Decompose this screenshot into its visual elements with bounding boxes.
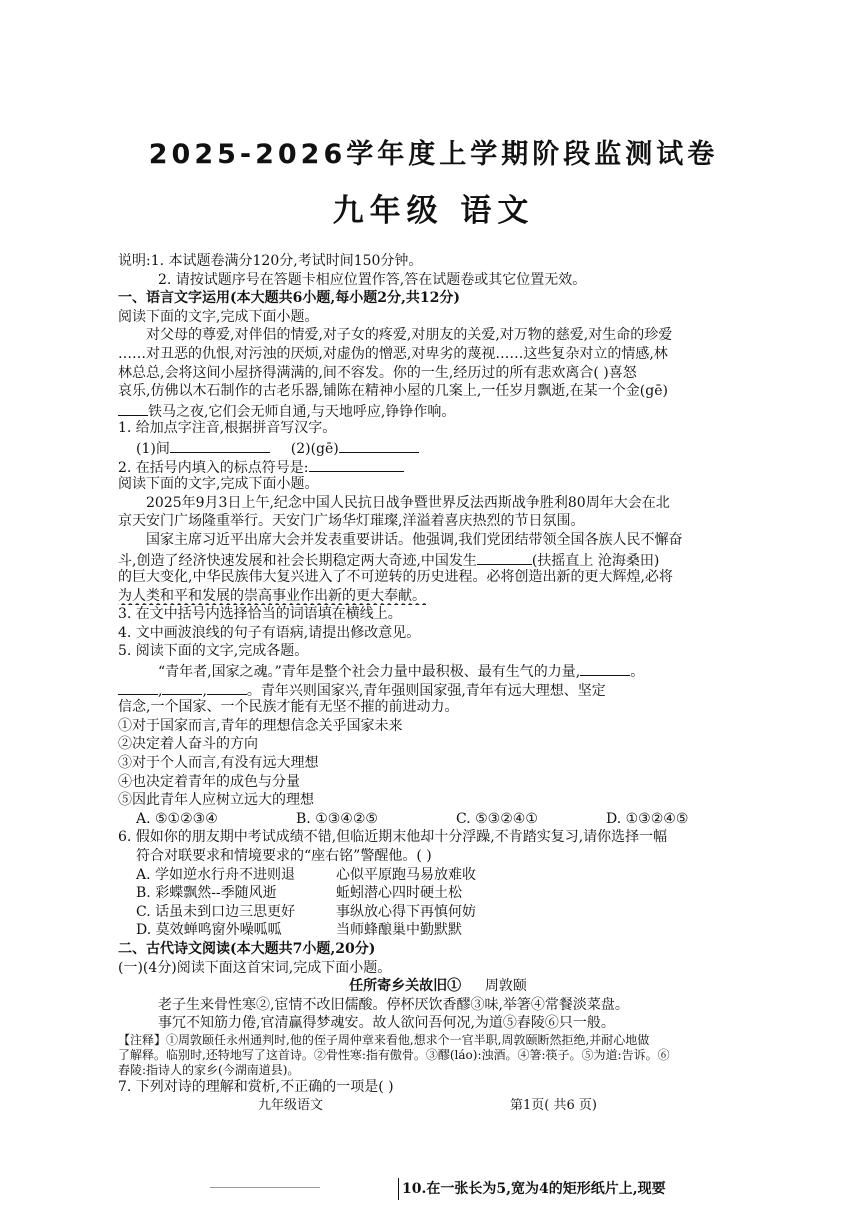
q5-text: “青年者,国家之魂。”青年是整个社会力量中最积极、最有生气的力量, 。 [118, 661, 758, 680]
q5-item: ②决定着人奋斗的方向 [118, 736, 258, 753]
q5-item: ⑤因此青年人应树立远大的理想 [118, 792, 314, 809]
option-d: D. ①③②④⑤ [606, 810, 689, 827]
answer-blank [207, 680, 247, 695]
question-6: 6. 假如你的朋友期中考试成绩不错,但临近期末他却十分浮躁,不肯踏实复习,请你选择一幅 [118, 829, 668, 846]
q5-text: , , 。青年兴则国家兴,青年强则国家强,青年有远大理想、坚定 [118, 680, 758, 699]
passage1-line: 哀乐,仿佛以木石制作的古老乐器,铺陈在精神小屋的几案上,一任岁月飘逝,在某一个金(gē) [118, 383, 668, 400]
passage2-line: 的巨大变化,中华民族伟大复兴进入了不可逆转的历史进程。必将创造出新的更大辉煌,必将 [118, 569, 673, 586]
read-instruction-2: 阅读下面的文字,完成下面小题。 [118, 476, 319, 493]
option-b: B. ①③④②⑤ [296, 810, 378, 827]
next-page-fragment: 10.在一张长为5,宽为4的矩形纸片上,现要 [402, 1181, 666, 1197]
question-7: 7. 下列对诗的理解和赏析,不正确的一项是( ) [118, 1078, 394, 1095]
passage2-line: 国家主席习近平出席大会并发表重要讲话。他强调,我们党团结带领全国各族人民不懈奋 [146, 531, 683, 548]
section2-part1: (一)(4分)阅读下面这首宋词,完成下面小题。 [118, 959, 392, 976]
answer-blank [339, 438, 419, 453]
q5-options [118, 810, 758, 829]
q5-item: ③对于个人而言,有没有远大理想 [118, 755, 319, 772]
passage1-line: ……对丑恶的仇恨,对污浊的厌烦,对虚伪的憎恶,对卑劣的蔑视……这些复杂对立的情感,林 [118, 345, 668, 362]
passage2-line: 2025年9月3日上午,纪念中国人民抗日战争暨世界反法西斯战争胜利80周年大会在北 [146, 494, 670, 511]
poem-author: 周敦颐 [484, 978, 527, 995]
question-1: 1. 给加点字注音,根据拼音写汉字。 [118, 420, 337, 437]
answer-blank [118, 401, 148, 416]
footer-page-number: 第1页( 共6 页) [510, 1098, 597, 1113]
q6-option: D. 莫效蝉鸣窗外噪呱呱 当师蜂酿巢中勤默默 [136, 922, 462, 939]
read-instruction-1: 阅读下面的文字,完成下面小题。 [118, 308, 319, 325]
poem-note: 了解释。临别时,还特地写了这首诗。②骨性寒:指有傲骨。③醪(láo):浊酒。④箸:筷子。⑤为道:告诉。⑥ [118, 1047, 670, 1062]
passage2-line: 斗,创造了经济快速发展和社会长期稳定两大奇迹,中国发生 (扶摇直上 沧海桑田) [118, 550, 758, 569]
option-a: A. ⑤①②③④ [136, 810, 218, 827]
wavy-underlined-sentence: 为人类和平和发展的崇高事业作出新的更大奉献。 [118, 587, 426, 604]
q6-option: A. 学如逆水行舟不进则退 心似平原跑马易放难收 [136, 866, 476, 883]
question-5: 5. 阅读下面的文字,完成各题。 [118, 643, 309, 660]
q1-part-a: (1)间 [136, 440, 170, 457]
q1-part-b: (2)(gē) [290, 440, 339, 457]
footer-subject: 九年级语文 [258, 1098, 324, 1113]
answer-blank [118, 680, 158, 695]
q5-item: ④也决定着青年的成色与分量 [118, 773, 300, 790]
option-c: C. ⑤③②④① [456, 810, 538, 827]
poem-heading [118, 977, 758, 996]
poem-note: 【注释】①周敦颐任永州通判时,他的侄子周仲章来看他,想求个一官半职,周敦颐断然拒绝,并耐心地做 [118, 1032, 650, 1047]
passage2-line: 京天安门广场隆重举行。天安门广场华灯璀璨,洋溢着喜庆热烈的节日氛围。 [118, 513, 585, 530]
question-4: 4. 文中画波浪线的句子有语病,请提出修改意见。 [118, 624, 421, 641]
question-6-cont: 符合对联要求和情境要求的“座右铭”警醒他。( ) [136, 848, 432, 864]
q5-text: 信念,一个国家、一个民族才能有无坚不摧的前进动力。 [118, 699, 459, 716]
page-footer [0, 1094, 867, 1114]
question-3: 3. 在文中括号内选择恰当的词语填在横线上。 [118, 606, 402, 623]
instruction-2: 2. 请按试题序号在答题卡相应位置作答,答在试题卷或其它位置无效。 [158, 271, 587, 288]
poem-note: 舂陵:指诗人的家乡(今湖南道县)。 [118, 1062, 300, 1077]
answer-blank [170, 438, 270, 453]
exam-body [118, 252, 758, 1097]
poem-title: 任所寄乡关故旧① [349, 978, 462, 995]
q5-item: ①对于国家而言,青年的理想信念关乎国家未来 [118, 717, 403, 734]
answer-blank [309, 457, 404, 472]
divider [398, 1178, 399, 1200]
passage1-line: 对父母的尊爱,对伴侣的情爱,对子女的疼爱,对朋友的关爱,对万物的慈爱,对生命的珍爱 [146, 327, 673, 344]
q6-option: B. 彩蝶飘然--季随风逝 蚯蚓潜心四时硬土松 [136, 885, 462, 902]
q6-option: C. 话虽未到口边三思更好 事纵放心得下再慎何妨 [136, 903, 476, 920]
passage2-line [118, 587, 758, 606]
answer-blank [162, 680, 202, 695]
exam-title: 2025-2026学年度上学期阶段监测试卷 [148, 139, 719, 170]
answer-blank [580, 661, 630, 676]
exam-subtitle: 九年级 语文 [332, 193, 535, 229]
divider [210, 1187, 320, 1188]
instruction-1: 说明:1. 本试题卷满分120分,考试时间150分钟。 [118, 253, 423, 269]
answer-blank [477, 550, 532, 565]
question-2: 2. 在括号内填入的标点符号是: [118, 457, 758, 476]
section1-heading: 一、语言文字运用(本大题共6小题,每小题2分,共12分) [118, 290, 460, 307]
question-1-parts [118, 438, 758, 457]
poem-line: 事冗不知筋力倦,官清赢得梦魂安。故人欲问吾何况,为道⑤舂陵⑥只一般。 [158, 1015, 615, 1032]
passage1-line: 林总总,会将这间小屋挤得满满的,间不容发。你的一生,经历过的所有悲欢离合( )喜怒 [118, 364, 637, 381]
passage1-line: 铁马之夜,它们会无师自通,与天地呼应,铮铮作响。 [118, 401, 758, 420]
section2-heading: 二、古代诗文阅读(本大题共7小题,20分) [118, 940, 376, 957]
poem-line: 老子生来骨性寒②,宦情不改旧儒酸。停杯厌饮香醪③味,举箸④常餐淡菜盘。 [158, 996, 629, 1013]
